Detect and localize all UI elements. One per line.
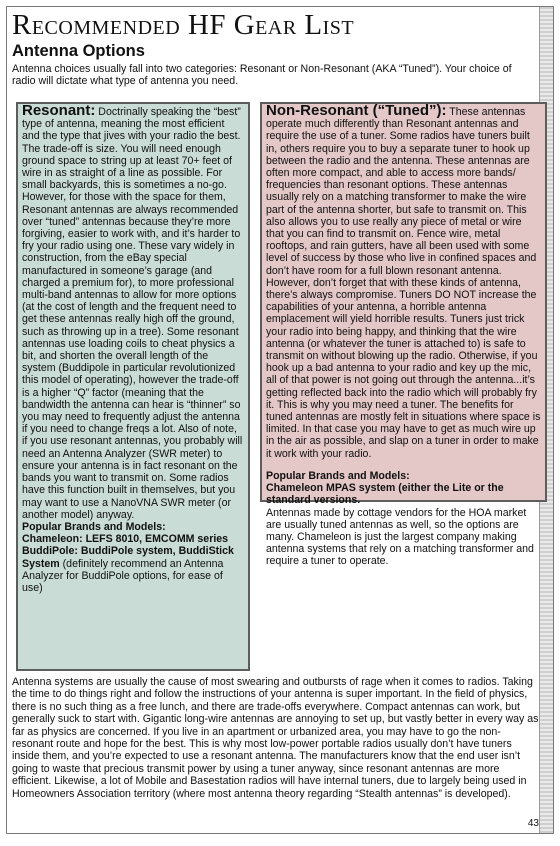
nonresonant-paragraph	[266, 102, 541, 460]
nonresonant-heading: Non-Resonant (“Tuned”):	[266, 102, 447, 119]
section-heading: Antenna Options	[12, 42, 145, 60]
closing-paragraph: Antenna systems are usually the cause of most swearing and outbursts of rage when it comes to radios. Taking the time to do things right and follow the instructions of your antenna is super important. In the field of physics, there is no such thing as a free lunch, and there are trade-offs everywhere. Compact antennas can work, but generally suck to start with. Gigantic long-wire antennas are annoying to set up, but vastly better in every way as far as physics are concerned. If you live in an apartment or urbanized area, you may have to go the non-resonant route and hope for the best. This is why most low-power portable radios usually don’t have tuners inside them, and you’re expected to use a resonant antenna. The manufacturers know that the end user isn’t going to waste that precious transmit power by using a tuner anyway, since resonant antennas are more efficient. Likewise, a lot of Mobile and Basestation radios will have internal tuners, due to largely being used in Homeowners Association territory (where most antenna theory regarding “Stealth antennas” is developed).	[12, 676, 539, 800]
nonresonant-box	[260, 102, 547, 568]
nonresonant-brands-line-1: Chameleon MPAS system (either the Lite or the standard versions.	[266, 482, 504, 507]
page-number: 43	[527, 818, 539, 829]
nonresonant-brands-heading: Popular Brands and Models:	[266, 469, 410, 482]
resonant-brands-line-1: Chameleon: LEFS 8010, EMCOMM series	[22, 533, 229, 546]
resonant-box	[16, 102, 250, 671]
resonant-brands-line-2	[22, 545, 244, 594]
nonresonant-body: These antennas operate much differently than Resonant antennas and require the use of a tuner. Some radios have tuners built in, others require you to buy a separate tuner to hook up between the radio and the antenna. These antennas are often more compact, and able to access more bands/ frequencies than resonant options. These antennas usually rely on a matching transformer to make the wire part of the antenna shorter, but safe to transmit on. This also allows you to use really any piece of metal or wire that you can find to transmit on. Fence wire, metal rooftops, and rain gutters, have all been used with some level of success by those who live in confined spaces and don’t have room for a full blown resonant antenna. However, don’t forget that with these kinds of antenna, there’s always compromise. Tuners DO NOT increase the capabilities of your antenna, a horrible antenna emplacement will yield horrible results. Tuners just trick your radio into being happy, and thinking that the wire antenna (or whatever the tuner is attached to) is safe to transmit on without blowing up the radio. Otherwise, if you hook up a bad antenna to your radio and key up the mic, all of that power is not going out through the antenna...it’s getting reflected back into the radio which will probably fry it. This is why you may need a tuner. The benefits for tuned antennas are mostly felt in situations where space is limited. In that case you may have to get as much wire up in the air as possible, and slap on a tuner in order to make it work with your radio.	[266, 106, 541, 460]
resonant-brands-buddipole: BuddiPole: BuddiPole system, BuddiStick System	[22, 545, 234, 570]
page	[6, 6, 554, 834]
page-title: Recommended HF Gear List	[12, 9, 355, 41]
resonant-paragraph	[22, 102, 244, 521]
nonresonant-brands-note: Antennas made by cottage vendors for the HOA market are usually tuned antennas as well, so the options are many. Chameleon is just the largest company making antenna systems that rely on a matching transformer and require a tuner to operate.	[266, 506, 534, 568]
spacer	[266, 460, 541, 470]
resonant-body: Doctrinally speaking the “best” type of antenna, meaning the most efficient and the type that jives with your radio the best. The trade-off is size. You will need enough ground space to string up at least 70+ feet of wire in as straight of a line as possible. For small backyards, this is sometimes a no-go. However, for those with the space for them, Resonant antennas are always recommended over “tuned” antennas because they’re more forgiving, easier to work with, and it’s harder to fry your radio using one. These vary widely in construction, from the eBay special manufactured in someone’s garage (and charged a premium for), to more professional multi-band antennas to allow for more options (at the cost of length and the frequent need to get these antennas really high off the ground, such as throwing up in a tree). Some resonant antennas use loading coils to cheat physics a bit, and shorten the overall length of the system (Buddipole in particular revolutionized this model of operating), however the trade-off is a higher “Q” factor (meaning that the bandwidth the antenna can hear is “thinner” so you may need to frequently adjust the antenna if you need to change freqs a lot. Also of note, if you use resonant antennas, you probably will need an Antenna Analyzer (SWR meter) to ensure your antenna is in fact resonant on the bands you want to transmit on. Some radios have this function built in themselves, but you may want to use a NanoVNA SWR meter (or another model) anyway.	[22, 106, 243, 521]
resonant-brands-heading: Popular Brands and Models:	[22, 520, 166, 533]
resonant-brands-note: (definitely recommend an Antenna Analyzer for BuddiPole options, for ease of use)	[22, 557, 224, 594]
resonant-heading: Resonant:	[22, 102, 96, 119]
intro-paragraph: Antenna choices usually fall into two categories: Resonant or Non-Resonant (AKA “Tuned”). Your choice of radio will dictate what type of antenna you need.	[12, 63, 512, 88]
